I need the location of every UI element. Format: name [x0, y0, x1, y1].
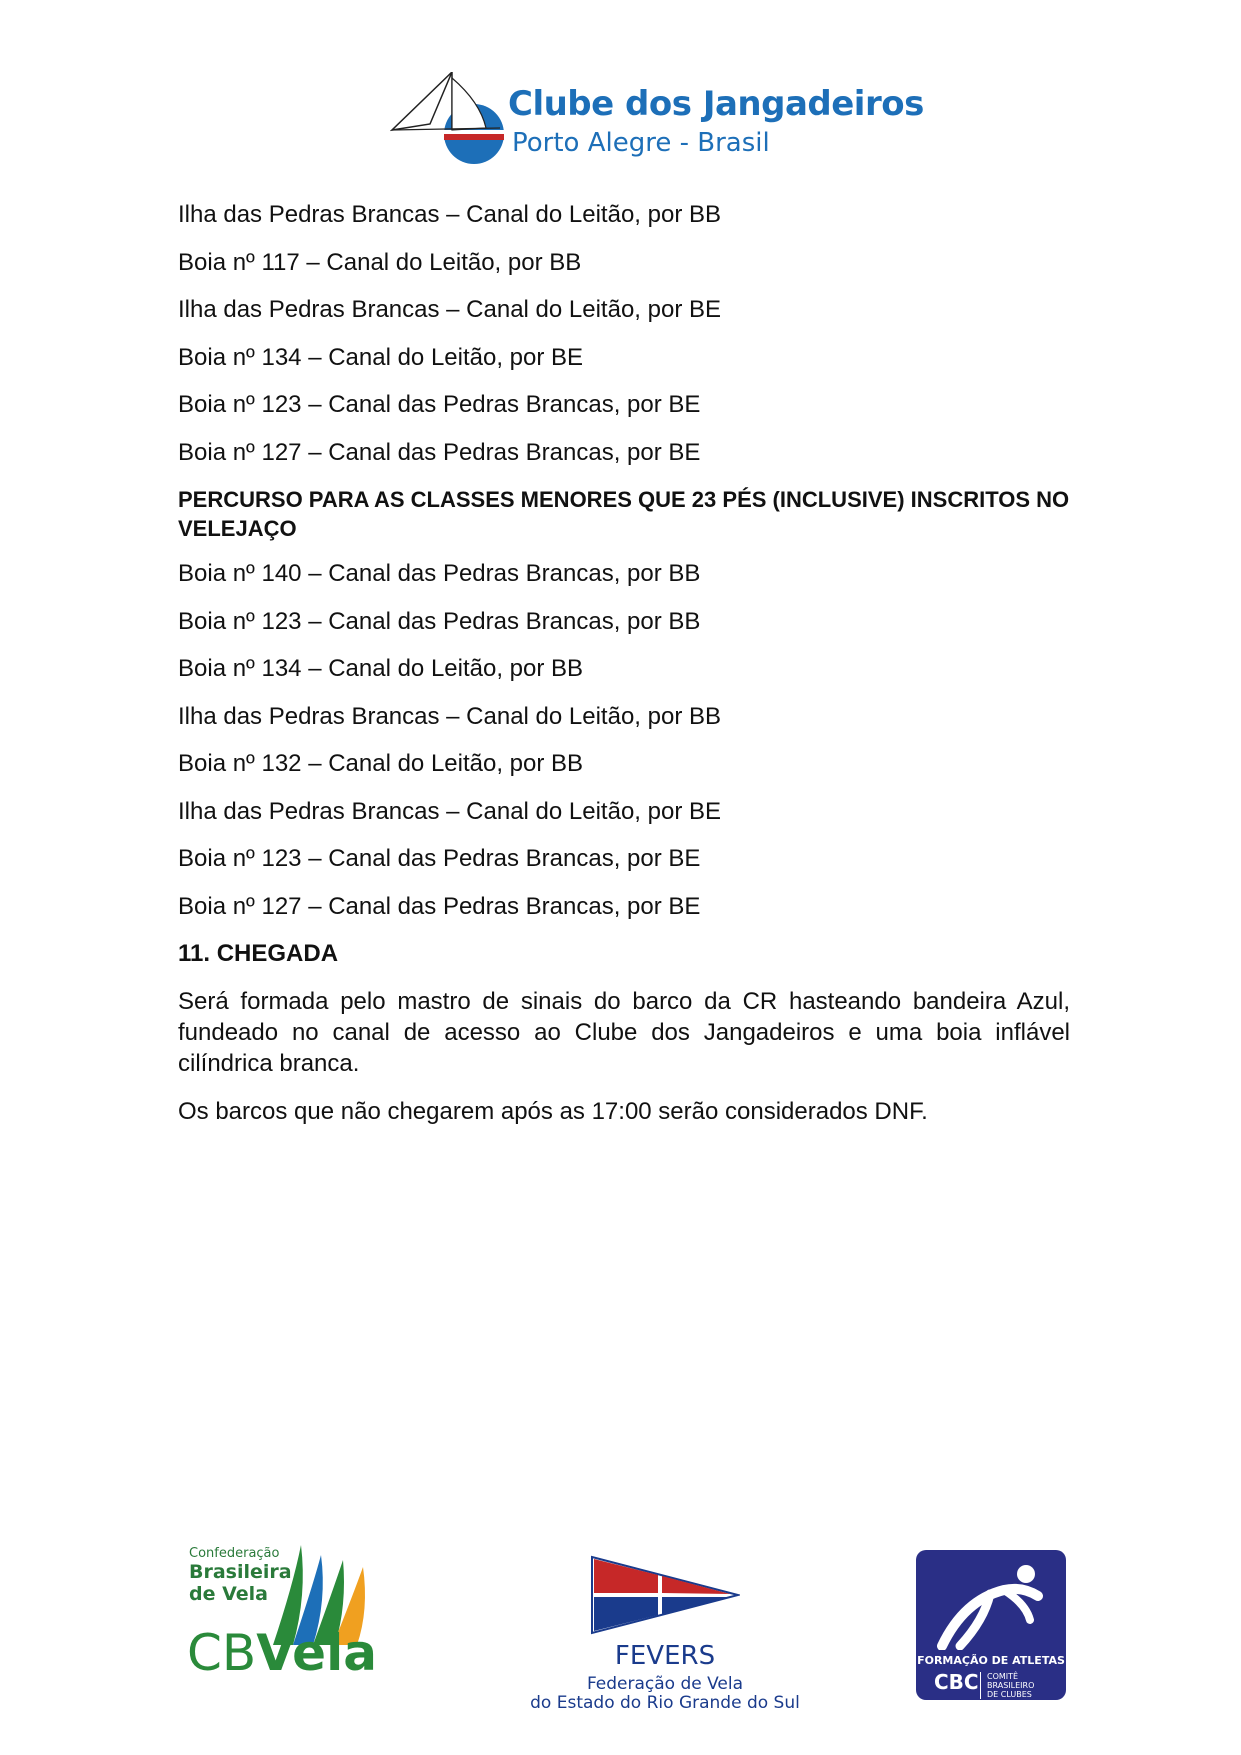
- course-line: Boia nº 140 – Canal das Pedras Brancas, por BB: [178, 560, 701, 587]
- cbc-sub-line1: COMITÊ BRASILEIRO: [987, 1672, 1035, 1690]
- brand-subtitle: Porto Alegre - Brasil: [512, 128, 770, 158]
- fevers-name-line1: Federação de Vela: [586, 1674, 744, 1694]
- course-heading: PERCURSO PARA AS CLASSES MENORES QUE 23 PÉS (INCLUSIVE) INSCRITOS NO VELEJAÇO: [178, 487, 1070, 541]
- course-line: Ilha das Pedras Brancas – Canal do Leitão, por BB: [178, 201, 721, 228]
- cbvela-wordmark: [187, 1624, 377, 1682]
- cbvela-cb: CB: [187, 1624, 257, 1682]
- cbc-subtitle: [980, 1672, 1066, 1699]
- document-body: [178, 200, 1070, 1144]
- fevers-pennant-icon: [590, 1555, 740, 1635]
- section-title: 11. CHEGADA: [178, 940, 339, 967]
- course-line: Ilha das Pedras Brancas – Canal do Leitão, por BE: [178, 296, 721, 323]
- course-line: Ilha das Pedras Brancas – Canal do Leitão, por BE: [178, 797, 721, 825]
- clube-jangadeiros-logo: [390, 72, 924, 172]
- fevers-name-line2: do Estado do Rio Grande do Sul: [530, 1693, 800, 1713]
- cbvela-line1: Confederação: [189, 1546, 280, 1561]
- cbvela-line3: de Vela: [189, 1583, 268, 1605]
- fevers-logo: [530, 1555, 800, 1715]
- course-line: Boia nº 123 – Canal das Pedras Brancas, por BE: [178, 391, 701, 418]
- cbvela-line2: Brasileira: [189, 1561, 292, 1583]
- cbvela-vela: Vela: [256, 1624, 377, 1682]
- cbc-sub-line2: DE CLUBES: [987, 1690, 1032, 1699]
- course-line: Boia nº 123 – Canal das Pedras Brancas, por BE: [178, 845, 701, 872]
- cbc-mark: CBC: [934, 1670, 979, 1694]
- jangada-sail-icon: [390, 72, 510, 172]
- course-line: Boia nº 132 – Canal do Leitão, por BB: [178, 750, 584, 777]
- cbc-logo: [916, 1550, 1066, 1700]
- brand-name: Clube dos Jangadeiros: [508, 84, 924, 124]
- fevers-acronym: FEVERS: [614, 1641, 716, 1671]
- paragraph: Os barcos que não chegarem após as 17:00 serão considerados DNF.: [178, 1098, 928, 1125]
- course-line: Boia nº 123 – Canal das Pedras Brancas, por BB: [178, 607, 701, 635]
- runner-icon: [934, 1560, 1048, 1650]
- course-line: Boia nº 127 – Canal das Pedras Brancas, por BE: [178, 892, 701, 920]
- course-line: Ilha das Pedras Brancas – Canal do Leitão, por BB: [178, 702, 721, 730]
- cbc-label: FORMAÇÃO DE ATLETAS: [917, 1654, 1065, 1667]
- course-line: Boia nº 134 – Canal do Leitão, por BE: [178, 343, 584, 371]
- cbvela-logo: [185, 1545, 375, 1680]
- course-line: Boia nº 127 – Canal das Pedras Brancas, por BE: [178, 438, 701, 466]
- course-line: Boia nº 117 – Canal do Leitão, por BB: [178, 248, 582, 276]
- course-line: Boia nº 134 – Canal do Leitão, por BB: [178, 655, 584, 682]
- paragraph: Será formada pelo mastro de sinais do barco da CR hasteando bandeira Azul, fundeado no canal de acesso ao Clube dos Jangadeiros e uma boia inflável cilíndrica branca.: [178, 988, 1070, 1077]
